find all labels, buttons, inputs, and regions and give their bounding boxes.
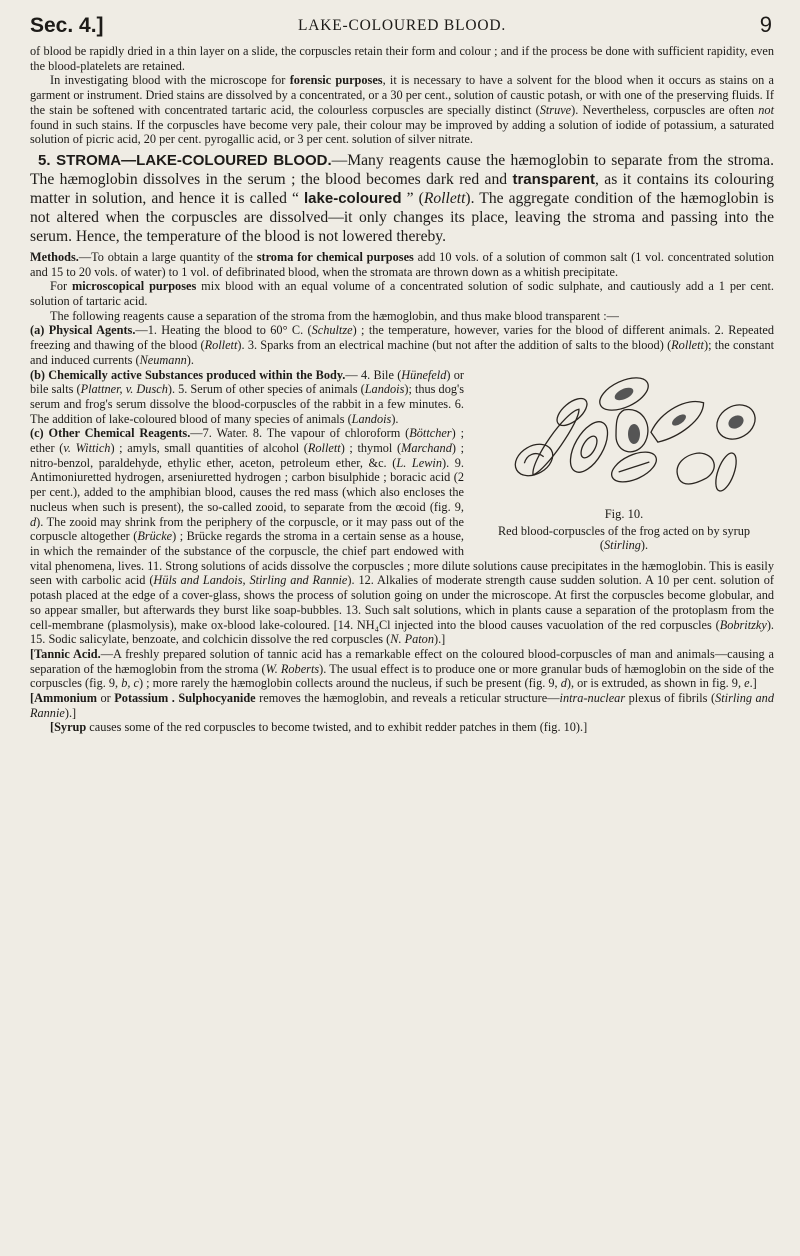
frog-corpuscles-illustration bbox=[474, 372, 774, 522]
corpuscle-5 bbox=[616, 409, 648, 451]
section-5-heading: 5. STROMA—LAKE-COLOURED BLOOD. bbox=[38, 151, 332, 169]
figure-10 bbox=[474, 372, 774, 522]
methods-paragraph-1: Methods.—To obtain a large quantity of the stroma for chemical purposes add 10 vols. of a solution of common salt (1 vol. concentrated solution and 15 to 20 vols. of water) to 1 vol. of defibrinated blood, when the stromata are thrown down as a whitish precipitate. bbox=[30, 249, 775, 279]
methods-paragraph-3: The following reagents cause a separation of the stroma from the hæmoglobin, and thus make blood transparent :— bbox=[50, 308, 619, 323]
tannic-acid-paragraph: [Tannic Acid.—A freshly prepared solution of tannic acid has a remarkable effect on the coloured blood-corpuscles of man and animals—causing a separation of the hæmoglobin from the stroma (W. Roberts). The usual effect is to produce one or more granular buds of hæmoglobin on the side of the corpuscles (fig. 9, b, c) ; more rarely the hæmoglobin collects around the nucleus, if such be present (fig. 9, d), or is extruded, as shown in fig. 9, e.] bbox=[30, 646, 774, 691]
page-number: 9 bbox=[759, 12, 772, 37]
syrup-paragraph: [Syrup causes some of the red corpuscles to become twisted, and to exhibit redder patches in them (fig. 10).] bbox=[50, 720, 588, 735]
corpuscle-8 bbox=[510, 437, 559, 481]
corpuscle-9 bbox=[607, 446, 661, 488]
methods-paragraph-2: For microscopical purposes mix blood with an equal volume of a concentrated solution of sodic sulphate, and cautiously add a 1 per cent. solution of tartaric acid. bbox=[30, 279, 774, 309]
page bbox=[30, 14, 774, 735]
reagents-a-paragraph: (a) Physical Agents.—1. Heating the blood to 60° C. (Schultze) ; the temperature, however, varies for the blood of different animals. 2. Repeated freezing and thawing of the blood (Rollett). 3. Sparks from an electrical machine (but not after the addition of salts to the blood) (Rollett); the constant and induced currents (Neumann). bbox=[30, 323, 775, 367]
intro-paragraph-1: of blood be rapidly dried in a thin layer on a slide, the corpuscles retain their form and colour ; and if the process be done with sufficient rapidity, even the blood-platelets are retained. bbox=[30, 44, 774, 73]
section-reference: Sec. 4.] bbox=[30, 14, 104, 37]
page-header bbox=[30, 14, 774, 44]
section-5-paragraph: 5. STROMA—LAKE-COLOURED BLOOD.—Many reagents cause the hæmoglobin to separate from the stroma. The hæmoglobin dissolves in the serum ; the blood becomes dark red and transparent, as it contains its colouring matter in solution, and hence it is called “ lake-coloured ” (Rollett). The aggregate condition of the hæmoglobin is not altered when the corpuscles are dissolved—it only changes its place, leaving the stroma and passing into the serum. Hence, the temperature of the blood is not lowered thereby. bbox=[30, 151, 774, 245]
running-title: LAKE-COLOURED BLOOD. bbox=[297, 17, 506, 34]
ammonium-paragraph: [Ammonium or Potassium . Sulphocyanide removes the hæmoglobin, and reveals a reticular structure—intra-nuclear plexus of fibrils (Stirling and Rannie).] bbox=[30, 691, 774, 720]
corpuscle-6 bbox=[647, 392, 710, 446]
corpuscle-10 bbox=[673, 448, 719, 487]
corpuscle-4 bbox=[563, 415, 615, 477]
methods-label: Methods. bbox=[30, 249, 79, 264]
figure-label: Fig. 10. bbox=[604, 506, 644, 521]
intro-paragraph-2: In investigating blood with the microscope for forensic purposes, it is necessary to have a solvent for the blood when it occurs as stains on a garment or instrument. Dried stains are dissolved by a concentrated, or a 30 per cent., solution of caustic potash, or with one of the preserving fluids. If the stain be softened with concentrated tartaric acid, the colourless corpuscles are specially distinct (Struve). Nevertheless, corpuscles are often not found in such stains. If the corpuscles have become very pale, their colour may be improved by adding a solution of iodide of potassium, a saturated solution of picric acid, 20 per cent. pyrogallic acid, or 3 per cent. solution of silver nitrate. bbox=[30, 73, 774, 147]
reagents-c-paragraph: (c) Other Chemical Reagents.—7. Water. 8. The vapour of chloroform (Böttcher) ; ether (v. Wittich) ; amyls, small quantities of alcohol (Rollett) ; thymol (Marchand) ; nitro-benzol, paraldehyde, ethylic ether, aceton, petroleum ether, &c. (L. Lewin). 9. Antimoniuretted hydrogen, arseniuretted hydrogen ; carbon bisulphide ; boracic acid (2 per cent.), added to the amphibian blood, causes the red mass (which also encloses the nucleus when such is present), the so-called zooid, to separate from the œcoid (fig. 9, d). The zooid may shrink from the periphery of the corpuscle, or it may pass out of the corpuscle altogether (Brücke) ; Brücke regards the stroma in a certain sense as a house, in which the remainder of the substance of the corpuscle, the chief part endowed with vital phenomena, lives. 11. Strong solutions of acids dissolve the corpuscles ; more dilute solutions cause precipitates in the hæmoglobin. This is easily seen with carbolic acid (Hüls and Landois, Stirling and Rannie). 12. Alkalies of moderate strength cause sudden solution. A 10 per cent. solution of potash placed at the edge of a cover-glass, shows the process of solution going on under the microscope. At first the corpuscles become globular, and so appear smaller, but afterwards they burst like soap-bubbles. 13. Such salt solutions, which in plants cause a separation of the protoplasm from the cell-membrane (plasmolysis), make ox-blood lake-coloured. [14. NH₄Cl injected into the blood causes vacuolation of the red corpuscles (Bobritzky). 15. Sodic salicylate, benzoate, and colchicin dissolve the red corpuscles (N. Paton).] bbox=[30, 426, 774, 647]
reagents-b-paragraph: (b) Chemically active Substances produced within the Body.— 4. Bile (Hünefeld) or bile salts (Plattner, v. Dusch). 5. Serum of other species of animals (Landois); thus dog's serum and frog's serum dissolve the blood-corpuscles of the rabbit in a few minutes. 6. The addition of lake-coloured blood of many species of animals (Landois). bbox=[30, 367, 465, 426]
figure-caption: Red blood-corpuscles of the frog acted on by syrup (Stirling). bbox=[497, 523, 751, 553]
corpuscle-11 bbox=[712, 450, 741, 493]
corpuscle-7 bbox=[711, 398, 762, 446]
